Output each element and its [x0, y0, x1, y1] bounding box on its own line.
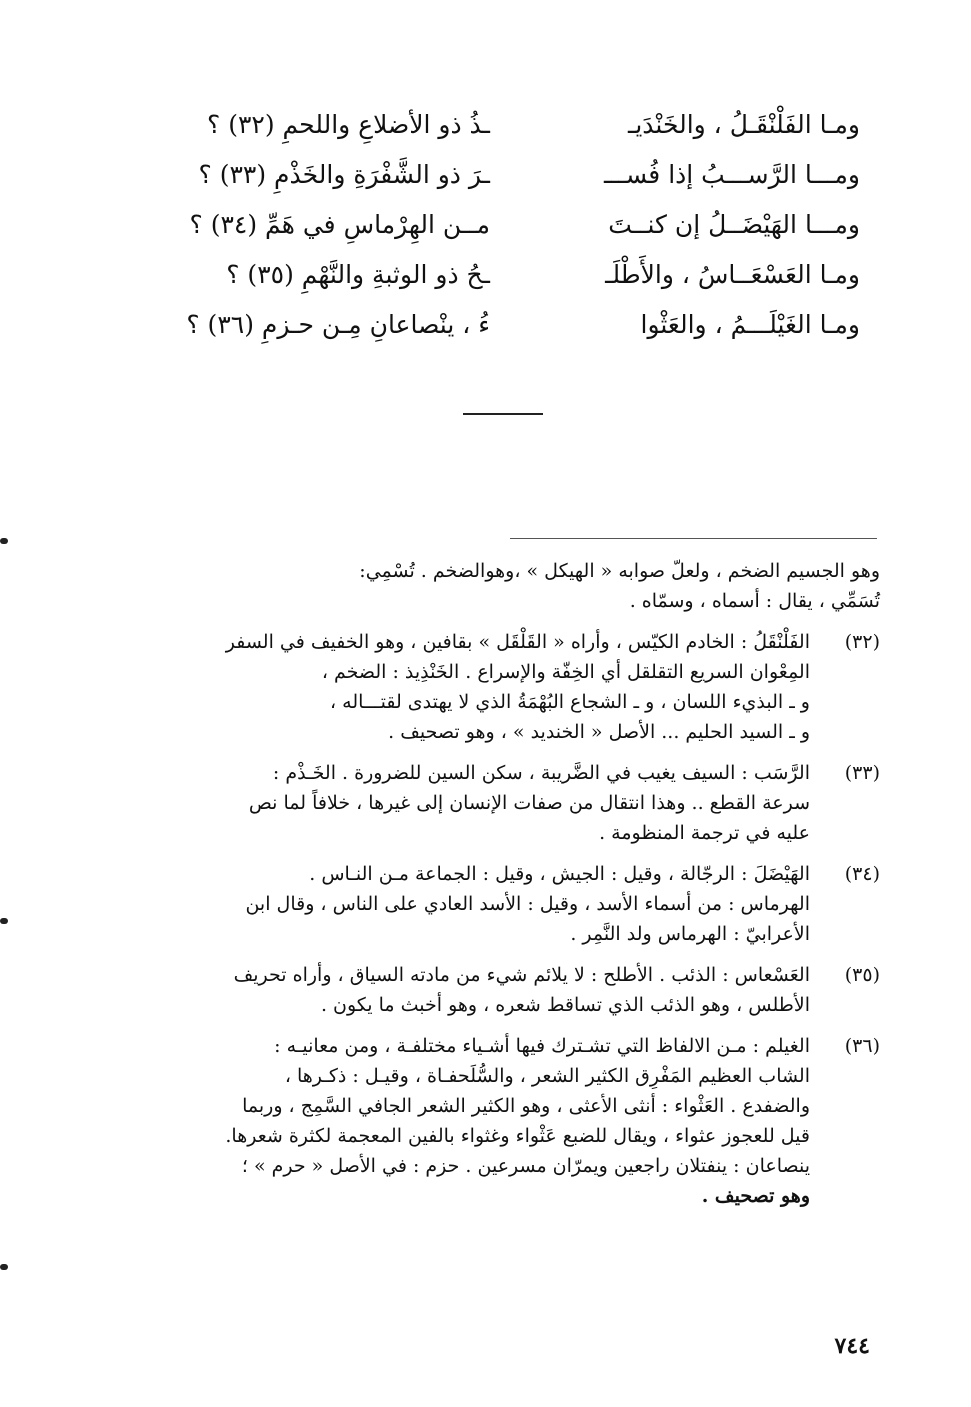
poem-verse [140, 300, 860, 350]
footnote-line: الهرماس : من أسماء الأسد ، وقيل : الأسد العادي على الناس ، وقال ابن [245, 893, 810, 915]
footnote-32 [120, 627, 880, 747]
footnote-separator [510, 538, 877, 539]
footnote-number: (٣٤) [844, 863, 880, 885]
scan-edge-mark [0, 538, 8, 544]
footnote-line: سرعة القطع .. وهذا انتقال من صفات الإنسان إلى غيرها ، خلافاً لما نص [248, 792, 810, 814]
footnote-line: الرَّسَب : السيف يغيب في الضَّريبة ، سكن السين للضرورة . الخَـذْم : [272, 762, 810, 784]
footnote-continuation [120, 556, 880, 616]
verse-first-hemistich: ومـــا الرَّســـبُ إذا فُســـ [604, 160, 860, 189]
verse-first-hemistich: ومـا الغَيْلَـــمُ ، والعَثْوا [640, 310, 860, 339]
verse-second-hemistich: مــن الهِرْماسِ في هَمِّ (٣٤) ؟ [189, 210, 490, 239]
footnote-line: و ـ السيد الحليم ... الأصل « الخنديد » ، وهو تصحيف . [388, 721, 810, 743]
poem-end-rule [463, 413, 543, 415]
poem-verse [140, 200, 860, 250]
footnote-35 [120, 960, 880, 1020]
footnote-line: الفَلْنْقَلُ : الخادم الكيّس ، وأراه « القَلْقَل » بقافين ، وهو الخفيف في السفر [225, 631, 810, 653]
poem-verse [140, 150, 860, 200]
footnote-34 [120, 859, 880, 949]
poem-verse [140, 100, 860, 150]
footnote-line: الغيلم : مـن الالفاظ التي تشـترك فيها أشـياء مختلفـة ، ومن معانيـه : [274, 1035, 810, 1057]
verse-first-hemistich: ومـــا الهَيْضَــلُ إن كنــتَ [608, 210, 860, 239]
footnote-text [120, 627, 810, 747]
footnote-number: (٣٣) [844, 762, 880, 784]
verse-second-hemistich: ـرَ ذو الشَّفْرَةِ والخَذْمِ (٣٣) ؟ [198, 160, 490, 189]
poem-verse [140, 250, 860, 300]
verse-first-hemistich: ومـا الفَلْنْقَـلُ ، والخَنْدَيـ [628, 110, 860, 139]
footnote-text [120, 758, 810, 848]
poem [140, 100, 860, 350]
footnote-number: (٣٦) [844, 1035, 880, 1057]
verse-second-hemistich: ءُ ، ينْصاعانِ مِـن حـزمِ (٣٦) ؟ [186, 310, 490, 339]
footnote-number: (٣٥) [844, 964, 880, 986]
footnotes [120, 556, 880, 1211]
scan-edge-mark [0, 1264, 8, 1270]
footnote-36 [120, 1031, 880, 1211]
verse-second-hemistich: ـحُ ذو الوثبةِ والنَّهْمِ (٣٥) ؟ [226, 260, 490, 289]
footnote-line: الهَيْضَلَ : الرجّالة ، وقيل : الجيش ، وقيل : الجماعة مـن النـاس . [309, 863, 810, 885]
footnote-line: تُسَمِّي ، يقال : أسماه ، وسمّاه . [629, 590, 880, 612]
footnote-line: الأعرابيّ : الهرماس ولد النَّمِر . [570, 923, 810, 945]
scan-edge-mark [0, 918, 8, 924]
footnote-line: ينصاعان : ينفتلان راجعين ويمرّان مسرعين . حزم : في الأصل « حرم » ؛ [241, 1155, 810, 1177]
footnote-line: عليه في ترجمة المنظومة . [599, 822, 810, 844]
footnote-line: الأطلس ، وهو الذئب الذي تساقط شعره ، وهو أخبث ما يكون . [320, 994, 810, 1016]
footnote-text [120, 960, 810, 1020]
footnote-line: وهو تصحيف . [701, 1185, 810, 1207]
footnote-line: والضفدع . العَثْواء : أنثى الأعثى ، وهو الكثير الشعر الجافي السَّمِج ، وربما [242, 1095, 810, 1117]
footnote-number: (٣٢) [844, 631, 880, 653]
footnote-text [120, 1031, 810, 1211]
footnote-line: قيل للعجوز عثواء ، ويقال للضبع عَثْواء وغثواء بالفين المعجمة لكثرة شعرها. [225, 1125, 810, 1147]
footnote-line: الشاب العظيم المَفْرِق الكثير الشعر ، والسُّلَحفـاة ، وقيـل : ذكـرها ، [284, 1065, 810, 1087]
verse-second-hemistich: ـذُ ذو الأضلاعِ واللحمِ (٣٢) ؟ [207, 110, 490, 139]
footnote-line: المِعْوان السريع التقلقل أي الخِفّة والإسراع . الخَنْذِيذ : الضخم ، [321, 661, 810, 683]
footnote-text [120, 859, 810, 949]
footnote-line: و ـ البذيء اللسان ، و ـ الشجاع البُهْمَةُ الذي لا يهتدى لقتـــاله ، [329, 691, 810, 713]
footnote-33 [120, 758, 880, 848]
footnote-line: وهو الجسيم الضخم ، ولعلّ صوابه « الهيكل » ،وهوالضخم . تُسْمِي: [359, 560, 880, 582]
page-number: ٧٤٤ [834, 1333, 870, 1359]
verse-first-hemistich: ومـا العَسْعَــاسُ ، والأَطْلَـ [605, 260, 860, 289]
footnote-line: العَسْعاس : الذئب . الأطلح : لا يلائم شيء من مادته السياق ، وأراه تحريف [233, 964, 810, 986]
